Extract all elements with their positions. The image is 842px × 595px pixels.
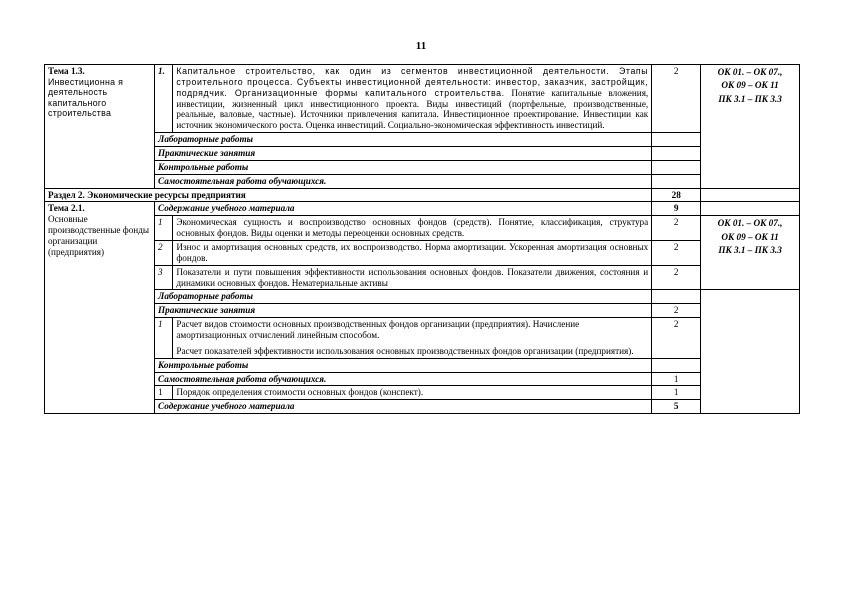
hours-cell: 9 xyxy=(652,202,701,216)
hours-cell xyxy=(652,358,701,372)
hours-cell: 2 xyxy=(652,216,701,241)
hours-cell: 1 xyxy=(652,386,701,400)
page-number: 11 xyxy=(415,40,427,52)
item-text: Показатели и пути повышения эффективности использования основных фондов. Показатели движения, состояния и динамики основных фондов. Нематериальные активы xyxy=(173,265,652,290)
table-row xyxy=(45,241,800,266)
empty-cell xyxy=(701,202,800,216)
section-hours: 28 xyxy=(652,188,701,202)
empty-cell xyxy=(701,290,800,414)
table-row xyxy=(45,400,800,414)
table-row xyxy=(45,202,800,216)
hours-cell: 2 xyxy=(652,318,701,359)
item-number: 1 xyxy=(155,216,173,241)
hours-cell xyxy=(652,160,701,174)
competencies-cell xyxy=(701,65,800,189)
practice-label: Практические занятия xyxy=(155,304,652,318)
hours-cell xyxy=(652,290,701,304)
topic-title: Тема 2.1. xyxy=(48,203,85,214)
table-row xyxy=(45,372,800,386)
hours-cell: 2 xyxy=(652,65,701,133)
item-number: 1. xyxy=(155,65,173,133)
table-row xyxy=(45,304,800,318)
self-work-label: Самостоятельная работа обучающихся. xyxy=(155,372,652,386)
content-header: Содержание учебного материала xyxy=(155,400,652,414)
table-row xyxy=(45,386,800,400)
table-row xyxy=(45,133,800,147)
curriculum-table xyxy=(44,64,800,414)
practice-item-text xyxy=(173,318,652,359)
table-row xyxy=(45,290,800,304)
topic-content xyxy=(173,65,652,133)
item-text: Износ и амортизация основных средств, их воспроизводство. Норма амортизации. Ускоренная амортизация основных фондов. xyxy=(173,241,652,266)
competency: ОК 09 – ОК 11 xyxy=(721,80,779,91)
labs-label: Лабораторные работы xyxy=(155,133,652,147)
topic-cell xyxy=(45,202,155,414)
hours-cell xyxy=(652,133,701,147)
hours-cell: 2 xyxy=(652,304,701,318)
content-text: Капитальное строительство, как один из сегментов инвестиционной деятельности. Этапы строительного процесса. Субъекты инвестиционной деятельности: инвестор, заказчик, застройщик, подрядчик. Организационные формы капитального строительства. xyxy=(176,66,649,98)
content-text: Понятие капитальные вложения, инвестиции, жизненный цикл инвестиционного проекта. Виды инвестиций (портфельные, производственные, реальные, валовые, частные). Источники привлечения капитала. Инвестиционное проектирование. Инвестиции как источник экономического роста. Оценка инвестиций. Социально-экономическая эффективность инвестиций. xyxy=(176,87,649,131)
item-number: 1 xyxy=(155,318,173,359)
item-text: Экономическая сущность и воспроизводство основных фондов (средств). Понятие, классификация, структура основных фондов. Виды оценки и методы переоценки основных средств. xyxy=(173,216,652,241)
practice-label: Практические занятия xyxy=(155,147,652,161)
labs-label: Лабораторные работы xyxy=(155,290,652,304)
table-row xyxy=(45,318,800,359)
hours-cell: 2 xyxy=(652,241,701,266)
hours-cell: 5 xyxy=(652,400,701,414)
item-text: Расчет видов стоимости основных производственных фондов организации (предприятия). Начисление амортизационных отчислений линейным способом. xyxy=(176,319,580,341)
table-row xyxy=(45,358,800,372)
table-row xyxy=(45,174,800,188)
section-title: Раздел 2. Экономические ресурсы предприятия xyxy=(45,188,652,202)
hours-cell xyxy=(652,147,701,161)
competency: ОК 01. – ОК 07., xyxy=(717,218,783,229)
competency: ОК 01. – ОК 07., xyxy=(717,67,783,77)
table-row xyxy=(45,216,800,241)
competency: ПК 3.1 – ПК 3.3 xyxy=(718,245,782,255)
item-text: Порядок определения стоимости основных фондов (конспект). xyxy=(173,386,652,400)
item-number: 2 xyxy=(155,241,173,266)
topic-name: Инвестиционна я деятельность капитального строительства xyxy=(48,76,124,118)
empty-cell xyxy=(701,188,800,202)
competency: ПК 3.1 – ПК 3.3 xyxy=(718,93,782,104)
hours-cell: 1 xyxy=(652,372,701,386)
section-row xyxy=(45,188,800,202)
item-number: 1 xyxy=(155,386,173,400)
competency: ОК 09 – ОК 11 xyxy=(721,231,779,242)
content-header: Содержание учебного материала xyxy=(155,202,652,216)
table-row xyxy=(45,160,800,174)
item-text: Расчет показателей эффективности использования основных производственных фондов организации (предприятия). xyxy=(176,345,634,356)
hours-cell xyxy=(652,174,701,188)
topic-title: Тема 1.3. xyxy=(48,66,85,76)
table-row xyxy=(45,65,800,133)
table-row xyxy=(45,147,800,161)
control-label: Контрольные работы xyxy=(155,358,652,372)
competencies-cell xyxy=(701,216,800,290)
table-row xyxy=(45,265,800,290)
topic-name: Основные производственные фонды организации (предприятия) xyxy=(48,214,150,257)
topic-cell xyxy=(45,65,155,189)
item-number: 3 xyxy=(155,265,173,290)
hours-cell: 2 xyxy=(652,265,701,290)
self-work-label: Самостоятельная работа обучающихся. xyxy=(155,174,652,188)
control-label: Контрольные работы xyxy=(155,160,652,174)
